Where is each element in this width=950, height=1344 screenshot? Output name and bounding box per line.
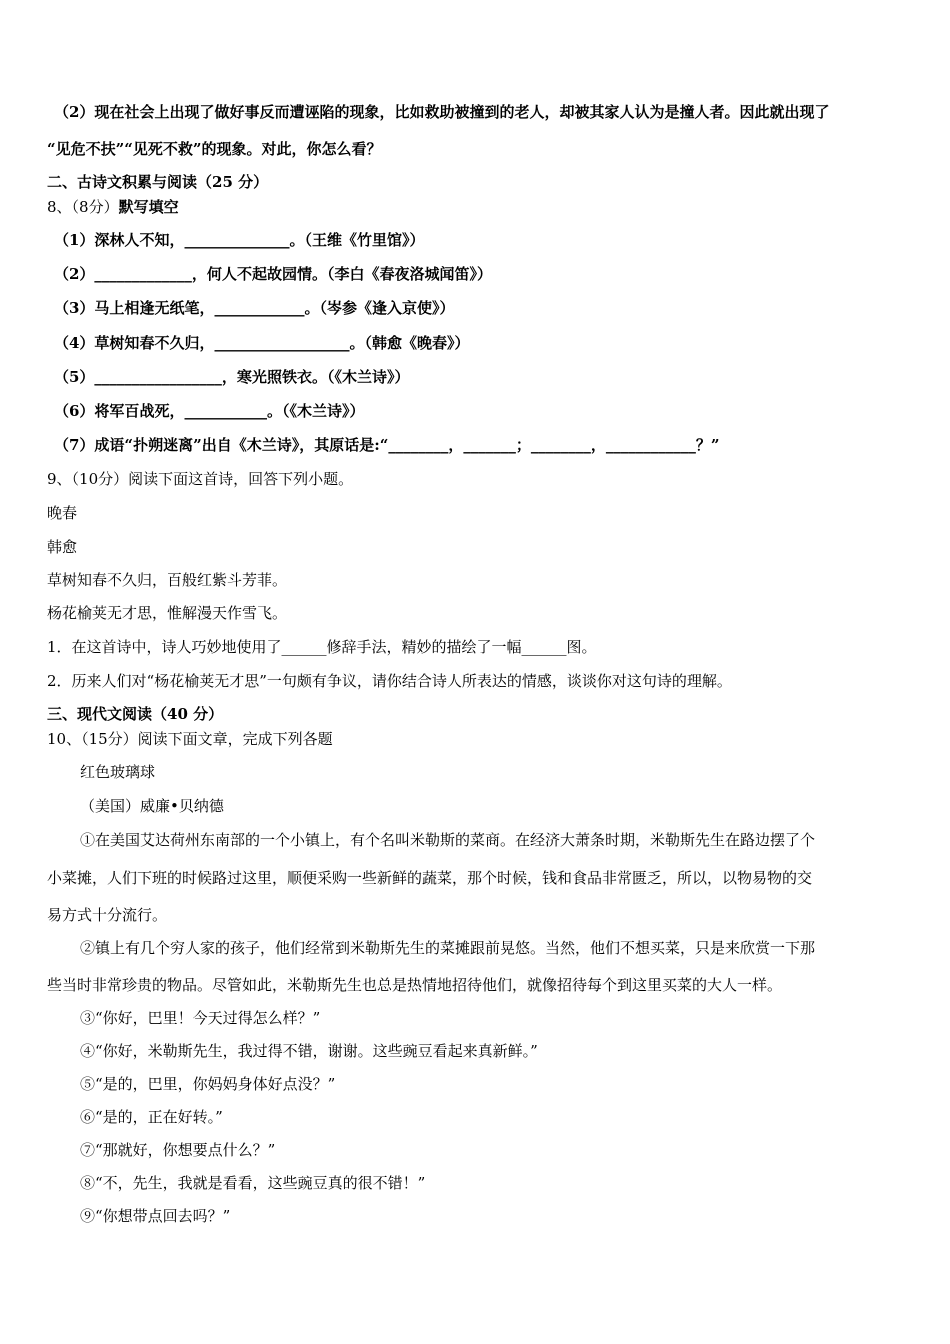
q8-item-4: （4）草树知春不久归，__________________。（韩愈《晚春》）: [54, 334, 470, 352]
q8-title-num: 8、（8分）: [47, 198, 119, 216]
paragraph-4: ④“你好，米勒斯先生，我过得不错，谢谢。这些豌豆看起来真新鲜。”: [80, 1042, 538, 1060]
q8-item-5: （5）_________________，寒光照铁衣。（《木兰诗》）: [54, 368, 410, 386]
paragraph-2-line-2: 些当时非常珍贵的物品。尽管如此，米勒斯先生也总是热情地招待他们，就像招待每个到这里买菜的大人一样。: [47, 976, 783, 994]
poem-line-1: 草树知春不久归，百般红紫斗芳菲。: [47, 571, 288, 589]
q8-title-text: 默写填空: [118, 198, 179, 216]
poem-line-2: 杨花榆荚无才思，惟解漫天作雪飞。: [47, 604, 288, 622]
paragraph-6: ⑥“是的，正在好转。”: [80, 1108, 223, 1126]
q8-title: [47, 197, 179, 217]
paragraph-7: ⑦“那就好，你想要点什么？”: [80, 1141, 276, 1159]
q9-sub-1: 1．在这首诗中，诗人巧妙地使用了______修辞手法，精妙的描绘了一幅______图。: [47, 638, 597, 656]
article-author: （美国）威廉•贝纳德: [80, 797, 224, 815]
q9-title: 9、（10分）阅读下面这首诗，回答下列小题。: [47, 470, 354, 488]
paragraph-3: ③“你好，巴里！今天过得怎么样？”: [80, 1009, 321, 1027]
paragraph-1-line-1: ①在美国艾达荷州东南部的一个小镇上，有个名叫米勒斯的菜商。在经济大萧条时期，米勒斯先生在路边摆了个: [80, 831, 816, 849]
paragraph-2-line-1: ②镇上有几个穷人家的孩子，他们经常到米勒斯先生的菜摊跟前晃悠。当然，他们不想买菜，只是来欣赏一下那: [80, 939, 816, 957]
poem-title: 晚春: [47, 504, 78, 522]
paragraph-9: ⑨“你想带点回去吗？”: [80, 1207, 231, 1225]
q8-item-7: （7）成语“扑朔迷离”出自《木兰诗》，其原话是:“________，_______；________，____________？”: [54, 436, 720, 454]
q7-2-line1: （2）现在社会上出现了做好事反而遭诬陷的现象，比如救助被撞到的老人，却被其家人认为是撞人者。因此就出现了: [54, 103, 830, 121]
paragraph-5: ⑤“是的，巴里，你妈妈身体好点没？”: [80, 1075, 336, 1093]
q8-item-1: （1）深林人不知，______________。（王维《竹里馆》）: [54, 231, 425, 249]
q9-sub-2: 2．历来人们对“杨花榆荚无才思”一句颇有争议，请你结合诗人所表达的情感，谈谈你对这句诗的理解。: [47, 672, 732, 690]
paragraph-1-line-2: 小菜摊，人们下班的时候路过这里，顺便采购一些新鲜的蔬菜，那个时候，钱和食品非常匮乏，所以，以物易物的交: [47, 869, 813, 887]
poem-author: 韩愈: [47, 538, 78, 556]
section3-heading: 三、现代文阅读（40 分）: [47, 705, 224, 723]
q8-item-2: （2）_____________，何人不起故园情。（李白《春夜洛城闻笛》）: [54, 265, 492, 283]
article-title: 红色玻璃球: [80, 763, 156, 781]
q8-item-6: （6）将军百战死，___________。（《木兰诗》）: [54, 402, 365, 420]
q7-2-line2: “见危不扶”“见死不救”的现象。对此，你怎么看？: [47, 140, 382, 158]
q8-item-3: （3）马上相逢无纸笔，____________。（岑参《逢入京使》）: [54, 299, 455, 317]
q10-title: 10、（15分）阅读下面文章，完成下列各题: [47, 730, 333, 748]
section2-heading: 二、古诗文积累与阅读（25 分）: [47, 173, 269, 191]
paragraph-8: ⑧“不，先生，我就是看看，这些豌豆真的很不错！”: [80, 1174, 426, 1192]
paragraph-1-line-3: 易方式十分流行。: [47, 906, 168, 924]
